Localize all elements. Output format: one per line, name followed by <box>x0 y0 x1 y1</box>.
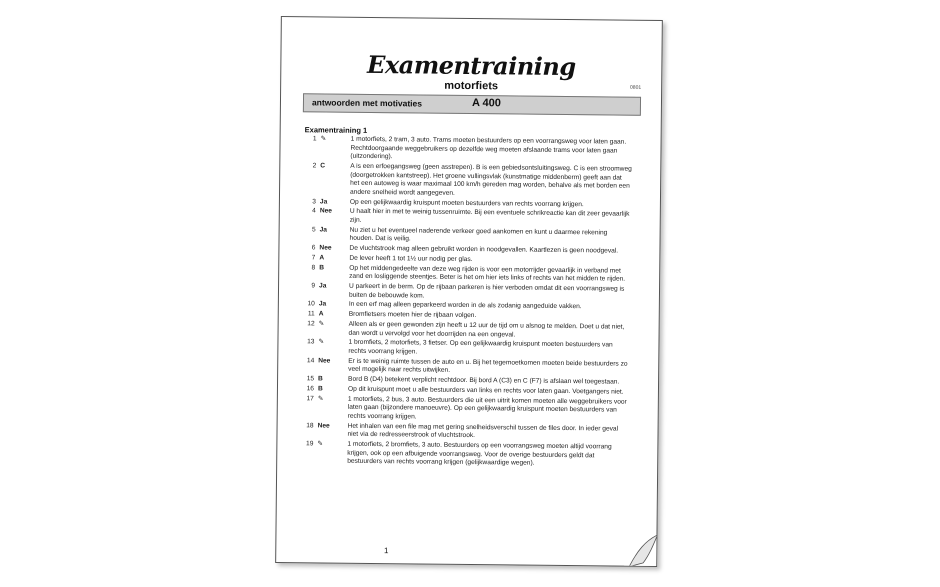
answer-motivation: Nu ziet u het eventueel naderende verkeer goed aankomen en kunt u daarmee rekening houden. Dat is veilig. <box>349 226 608 243</box>
answer-number: 2 <box>312 162 317 170</box>
answer-motivation: Bord B (D4) betekent verplicht rechtdoor. Bij bord A (C3) en C (F7) is afslaan wel toegestaan. <box>348 375 620 386</box>
answer-number: 19 <box>306 440 314 448</box>
pen-icon: ✎ <box>318 338 325 346</box>
page-number: 1 <box>384 546 389 556</box>
answer-value: Ja <box>319 226 328 234</box>
answer-number: 4 <box>312 207 316 215</box>
answer-value: B <box>317 385 323 393</box>
answer-value: Nee <box>317 422 330 430</box>
answer-row <box>302 208 632 229</box>
pen-icon: ✎ <box>317 440 323 448</box>
answer-number: 17 <box>306 394 314 403</box>
answer-row <box>301 282 631 303</box>
bar-number: A 400 <box>471 97 501 110</box>
answer-number: 6 <box>311 244 316 252</box>
answer-motivation: In een erf mag alleen geparkeerd worden in de als zodanig aangeduide vakken. <box>348 301 582 311</box>
answer-number: 1 <box>312 135 317 143</box>
answer-number: 7 <box>311 254 316 262</box>
answer-row <box>301 226 631 247</box>
pen-icon: ✎ <box>320 135 327 143</box>
bar-label: antwoorden met motivaties <box>311 97 423 109</box>
answer-number: 18 <box>306 421 314 429</box>
answer-number: 14 <box>306 356 315 365</box>
answer-value: Nee <box>319 207 332 215</box>
answer-header-bar <box>303 93 641 116</box>
document-subtitle: motorfiets <box>444 79 499 93</box>
answer-motivation: 1 motorfiets, 2 bromfiets, 3 auto. Bestuurders op een voorrangsweg moeten altijd voorrang krijgen, ook op een afbuigende voorrangsweg. Voor de overige bestuurders geldt dat bestuurders van rechts voorrang krijgen (gelijkwaardige wegen). <box>347 440 612 467</box>
answer-value: Ja <box>319 197 328 206</box>
answer-row <box>299 422 629 443</box>
answer-row <box>300 395 630 424</box>
answer-motivation: U parkeert in de berm. Op de rijbaan parkeren is hier verboden omdat dit een voorrangsweg is buiten de bebouwde kom. <box>348 282 625 300</box>
pen-icon: ✎ <box>318 320 325 328</box>
answer-number: 8 <box>311 263 316 272</box>
document-page <box>275 16 663 567</box>
pen-icon: ✎ <box>317 395 324 403</box>
answer-motivation: Het inhalen van een file mag met gering snelheidsverschil tussen de files door. In ieder geval niet via de redresseerstrook of vluchtstrook. <box>347 422 619 440</box>
answer-motivation: 1 motorfiets, 2 tram, 3 auto. Trams moeten bestuurders op een voorrangsweg voor laten gaan. Rechtdoorgaande weggebruikers op dezelfde weg moeten afslaande trams voor laten gaan (uitzondering). <box>350 135 627 161</box>
answer-motivation: De vluchtstrook mag alleen gebruikt worden in noodgevallen. Kaartlezen is geen noodgeval. <box>349 244 619 255</box>
answer-value: Ja <box>319 282 327 290</box>
answer-motivation: A is een erfoegangsweg (geen asstrepen). B is een gebiedsontsluitingsweg. C is een stroomweg (doorgetrokken kantstreep). Het groene vullingsvlak (kunstmatige middenberm) geeft aan dat het een autoweg is waar maximaal 100 km/h gereden mag worden, behalve als met borden een andere snelheid wordt aangegeven. <box>349 162 632 197</box>
answer-value: Nee <box>318 357 331 365</box>
answer-row <box>300 357 630 378</box>
answer-motivation: Op een gelijkwaardig kruispunt moeten bestuurders van rechts voorrang krijgen. <box>349 198 584 208</box>
answer-motivation: Op het middengedeelte van deze weg rijden is voor een motorrijder gevaarlijk in verband met zand en losliggende steentjes. Beter is het om hier iets links of rechts van het midden te rijden. <box>349 264 626 283</box>
answer-number: 9 <box>311 282 316 290</box>
answer-motivation: 1 motorfiets, 2 bus, 3 auto. Bestuurders die uit een uitrit komen moeten alle weggebruikers voor laten gaan (bijzondere manoeuvre). Op een gelijkwaardig kruispunt moeten bestuurders van rechts voorrang krijgen. <box>347 395 627 421</box>
answer-number: 10 <box>307 300 315 308</box>
answer-motivation: De lever heeft 1 tot 1½ uur nodig per glas. <box>349 254 473 263</box>
answer-number: 16 <box>306 385 315 393</box>
answer-value: C <box>320 162 326 170</box>
answer-value: B <box>318 375 323 383</box>
answer-number: 12 <box>307 320 315 328</box>
answer-row <box>301 320 631 341</box>
answer-row <box>301 264 631 285</box>
document-title: Examentraining <box>366 49 576 82</box>
answer-row <box>300 339 630 360</box>
answer-motivation: 1 bromfiets, 2 motorfiets, 3 fietser. Op een gelijkwaardig kruispunt moeten bestuurders van rechts voorrang krijgen. <box>348 339 613 356</box>
document-code: 0801 <box>629 84 642 91</box>
answer-value: A <box>318 310 324 318</box>
answer-number: 11 <box>307 310 315 318</box>
answer-motivation: Bromfietsers moeten hier de rijbaan volgen. <box>348 310 477 320</box>
page-curl-icon <box>623 533 657 567</box>
section-heading: Examentraining 1 <box>304 125 368 135</box>
answer-motivation: Er is te weinig ruimte tussen de auto en u. Bij het tegemoetkomen moeten beide bestuurders zo veel mogelijk naar rechts uitwijken. <box>348 357 628 375</box>
answer-value: Nee <box>319 244 332 252</box>
answer-number: 13 <box>307 338 315 346</box>
answer-number: 15 <box>306 375 315 383</box>
answer-value: B <box>319 264 325 272</box>
answer-value: Ja <box>318 300 327 308</box>
answer-motivation: Alleen als er geen gewonden zijn heeft u 12 uur de tijd om u alsnog te melden. Doet u dat niet, dan wordt u vervolgd voor het doorrijden na een ongeval. <box>348 320 625 339</box>
answer-motivation: U haalt hier in met te weinig tussenruimte. Bij een eventuele schrikreactie kan dit zeer gevaarlijk zijn. <box>349 208 630 224</box>
answers-list <box>299 135 632 470</box>
answer-motivation: Op dit kruispunt moet u alle bestuurders van links en rechts voor laten gaan. Voetgangers niet. <box>347 385 624 396</box>
answer-number: 5 <box>311 226 316 234</box>
answer-number: 3 <box>312 197 316 205</box>
answer-row <box>299 440 629 469</box>
answer-row <box>302 162 632 200</box>
answer-row <box>302 135 632 164</box>
answer-value: A <box>319 254 325 262</box>
